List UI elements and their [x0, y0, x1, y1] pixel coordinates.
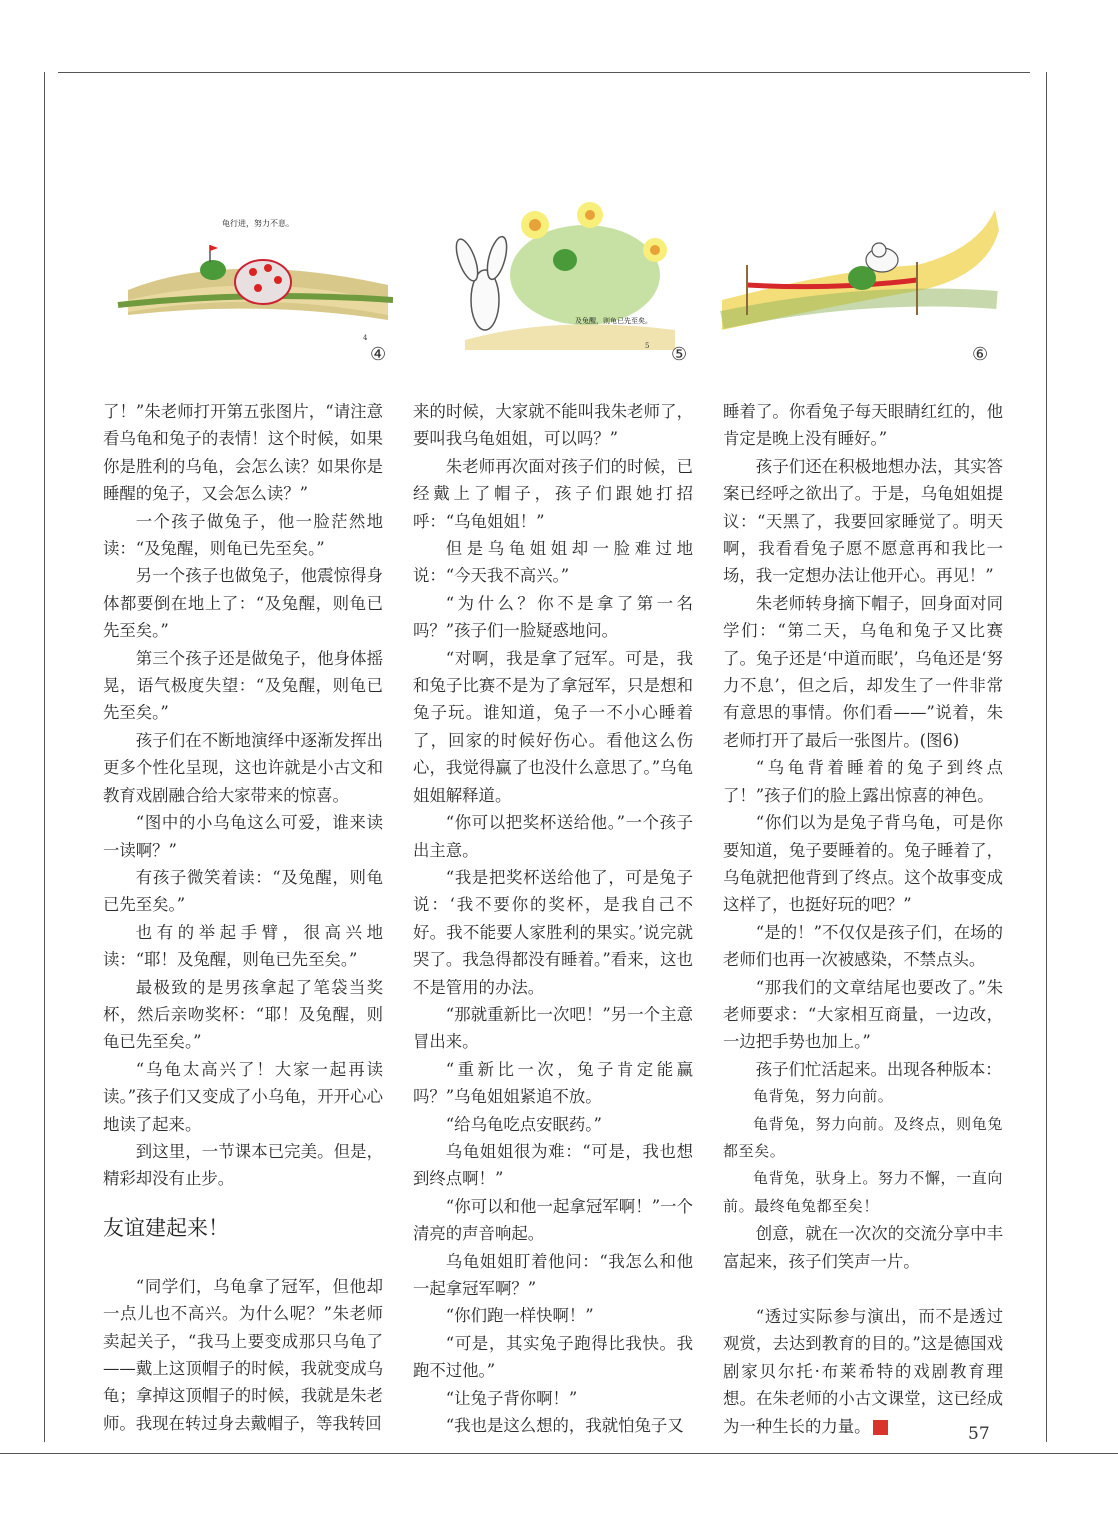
paragraph: 也有的举起手臂，很高兴地读：“耶！及兔醒，则龟已先至矣。”	[103, 922, 383, 970]
paragraph: “同学们，乌龟拿了冠军，但他却一点儿也不高兴。为什么呢？”朱老师卖起关子，“我马上要变成那只乌龟了——戴上这顶帽子的时候，我就变成乌龟；拿掉这顶帽子的时候，我就是朱老师。我现在转过身去戴帽子，等我转回	[103, 1276, 383, 1433]
paragraph: “那就重新比一次吧！”另一个主意冒出来。	[413, 1004, 693, 1052]
version-line: 龟背兔，努力向前。及终点，则龟兔都至矣。	[723, 1114, 1003, 1160]
illustration-4-art	[108, 190, 393, 364]
paragraph: 孩子们还在积极地想办法，其实答案已经呼之欲出了。于是，乌龟姐姐提议：“天黑了，我要回家睡觉了。明天啊，我看看兔子愿不愿意再和我比一场，我一定想办法让他开心。再见！”	[723, 456, 1003, 586]
illustration-6	[717, 190, 999, 364]
paragraph: “图中的小乌龟这么可爱，谁来读一读啊？”	[103, 813, 383, 860]
paragraph: “让兔子背你啊！”	[445, 1388, 578, 1408]
paragraph: 一个孩子做兔子，他一脸茫然地读：“及兔醒，则龟已先至矣。”	[103, 511, 383, 559]
paragraph: “你可以把奖杯送给他。”一个孩子出主意。	[413, 813, 693, 860]
panel-5-caption: 及兔醒，则龟已先至矣。	[575, 317, 652, 325]
panel-4-small-mark: 4	[363, 334, 368, 342]
paragraph: 孩子们在不断地演绎中逐渐发挥出更多个性化呈现，这也许就是小古文和教育戏剧融合给大家带来的惊喜。	[103, 730, 383, 805]
paragraph: 朱老师转身摘下帽子，回身面对同学们：“第二天，乌龟和兔子又比赛了。兔子还是‘中道而眠’，乌龟还是‘努力不息’，但之后，却发生了一件非常有意思的事情。你们看——”说着，朱老师打开了最后一张图片。(图6)	[723, 593, 1003, 750]
paragraph: “为什么？你不是拿了第一名吗？”孩子们一脸疑惑地问。	[413, 593, 693, 641]
paragraph: 乌龟姐姐很为难：“可是，我也想到终点啊！”	[413, 1141, 693, 1189]
paragraph: “你们跑一样快啊！”	[445, 1306, 594, 1326]
paragraph: “给乌龟吃点安眠药。”	[445, 1114, 602, 1134]
paragraph: 睡着了。你看兔子每天眼睛红红的，他肯定是晚上没有睡好。”	[723, 402, 1003, 449]
paragraph: “你可以和他一起拿冠军啊！”一个清亮的声音响起。	[413, 1196, 693, 1244]
paragraph: 第三个孩子还是做兔子，他身体摇晃，语气极度失望：“及兔醒，则龟已先至矣。”	[103, 648, 383, 723]
version-line: 龟背兔，努力向前。	[753, 1087, 894, 1106]
text-column-1	[103, 398, 383, 1437]
paragraph: “那我们的文章结尾也要改了。”朱老师要求：“大家相互商量，一边改，一边把手势也加上。”	[723, 977, 1003, 1052]
text-column-2	[413, 398, 693, 1439]
paragraph: 孩子们忙活起来。出现各种版本：	[755, 1059, 1002, 1079]
paragraph: “可是，其实兔子跑得比我快。我跑不过他。”	[413, 1333, 693, 1381]
closing-paragraph-text: “透过实际参与演出，而不是透过观赏，去达到教育的目的。”这是德国戏剧家贝尔托·布莱希特的戏剧教育理想。在朱老师的小古文课堂，这已经成为一种生长的力量。	[723, 1307, 1003, 1436]
closing-paragraph	[723, 1303, 1003, 1440]
paragraph: “我是把奖杯送给他了，可是兔子说：‘我不要你的奖杯，是我自己不好。我不能要人家胜利的果实。’说完就哭了。我急得都没有睡着。”看来，这也不是管用的办法。	[413, 867, 693, 997]
version-line: 龟背兔，驮身上。努力不懈，一直向前。最终龟兔都至矣！	[723, 1169, 1003, 1215]
paragraph: 有孩子微笑着读：“及兔醒，则龟已先至矣。”	[103, 867, 383, 915]
paragraph: 另一个孩子也做兔子，他震惊得身体都要倒在地上了：“及兔醒，则龟已先至矣。”	[103, 566, 383, 641]
paragraph: “重新比一次，兔子肯定能赢吗？”乌龟姐姐紧追不放。	[413, 1059, 693, 1107]
left-rule	[44, 72, 45, 1442]
paragraph: “你们以为是兔子背乌龟，可是你要知道，兔子要睡着的。兔子睡着了，乌龟就把他背到了终点。这个故事变成这样了，也挺好玩的吧？”	[723, 813, 1003, 915]
page-number: 57	[968, 1424, 990, 1444]
paragraph: “乌龟太高兴了！大家一起再读读。”孩子们又变成了小乌龟，开开心心地读了起来。	[103, 1059, 383, 1134]
panel-4-caption: 龟行进，努力不息。	[222, 219, 294, 228]
end-mark-icon: 家	[873, 1420, 888, 1435]
section-heading: 友谊建起来！	[103, 1215, 229, 1240]
paragraph: 到这里，一节课本已完美。但是，精彩却没有止步。	[103, 1141, 383, 1189]
illustration-5	[405, 190, 695, 364]
right-rule	[1046, 72, 1047, 1442]
paragraph: 来的时候，大家就不能叫我朱老师了，要叫我乌龟姐姐，可以吗？”	[413, 402, 693, 449]
paragraph: 朱老师再次面对孩子们的时候，已经戴上了帽子，孩子们跟她打招呼：“乌龟姐姐！”	[413, 456, 693, 531]
top-rule	[58, 72, 1030, 73]
panel-5-small-mark: 5	[645, 342, 650, 350]
paragraph: 了！”朱老师打开第五张图片，“请注意看乌龟和兔子的表情！这个时候，如果你是胜利的乌龟，会怎么读？如果你是睡醒的兔子，又会怎么读？”	[103, 402, 383, 504]
paragraph: 创意，就在一次次的交流分享中丰富起来，孩子们笑声一片。	[723, 1224, 1003, 1271]
text-column-3	[723, 398, 1003, 1440]
illustration-5-art	[405, 190, 695, 364]
panel-5-number: ⑤	[671, 344, 688, 364]
illustration-4	[108, 190, 393, 364]
paragraph: “对啊，我是拿了冠军。可是，我和兔子比赛不是为了拿冠军，只是想和兔子玩。谁知道，兔子一不小心睡着了，回家的时候好伤心。看他这么伤心，我觉得赢了也没什么意思了。”乌龟姐姐解释道。	[413, 648, 693, 805]
paragraph: “是的！”不仅仅是孩子们，在场的老师们也再一次被感染，不禁点头。	[723, 922, 1003, 970]
illustration-6-art	[717, 190, 999, 364]
paragraph: 但是乌龟姐姐却一脸难过地说：“今天我不高兴。”	[413, 539, 693, 586]
bottom-rule	[0, 1453, 1118, 1454]
paragraph: “乌龟背着睡着的兔子到终点了！”孩子们的脸上露出惊喜的神色。	[723, 758, 1003, 805]
paragraph: 最极致的是男孩拿起了笔袋当奖杯，然后亲吻奖杯：“耶！及兔醒，则龟已先至矣。”	[103, 977, 383, 1052]
paragraph: “我也是这么想的，我就怕兔子又	[445, 1416, 684, 1436]
panel-6-number: ⑥	[972, 344, 989, 364]
panel-4-number: ④	[370, 344, 387, 364]
paragraph: 乌龟姐姐盯着他问：“我怎么和他一起拿冠军啊？”	[413, 1251, 693, 1298]
